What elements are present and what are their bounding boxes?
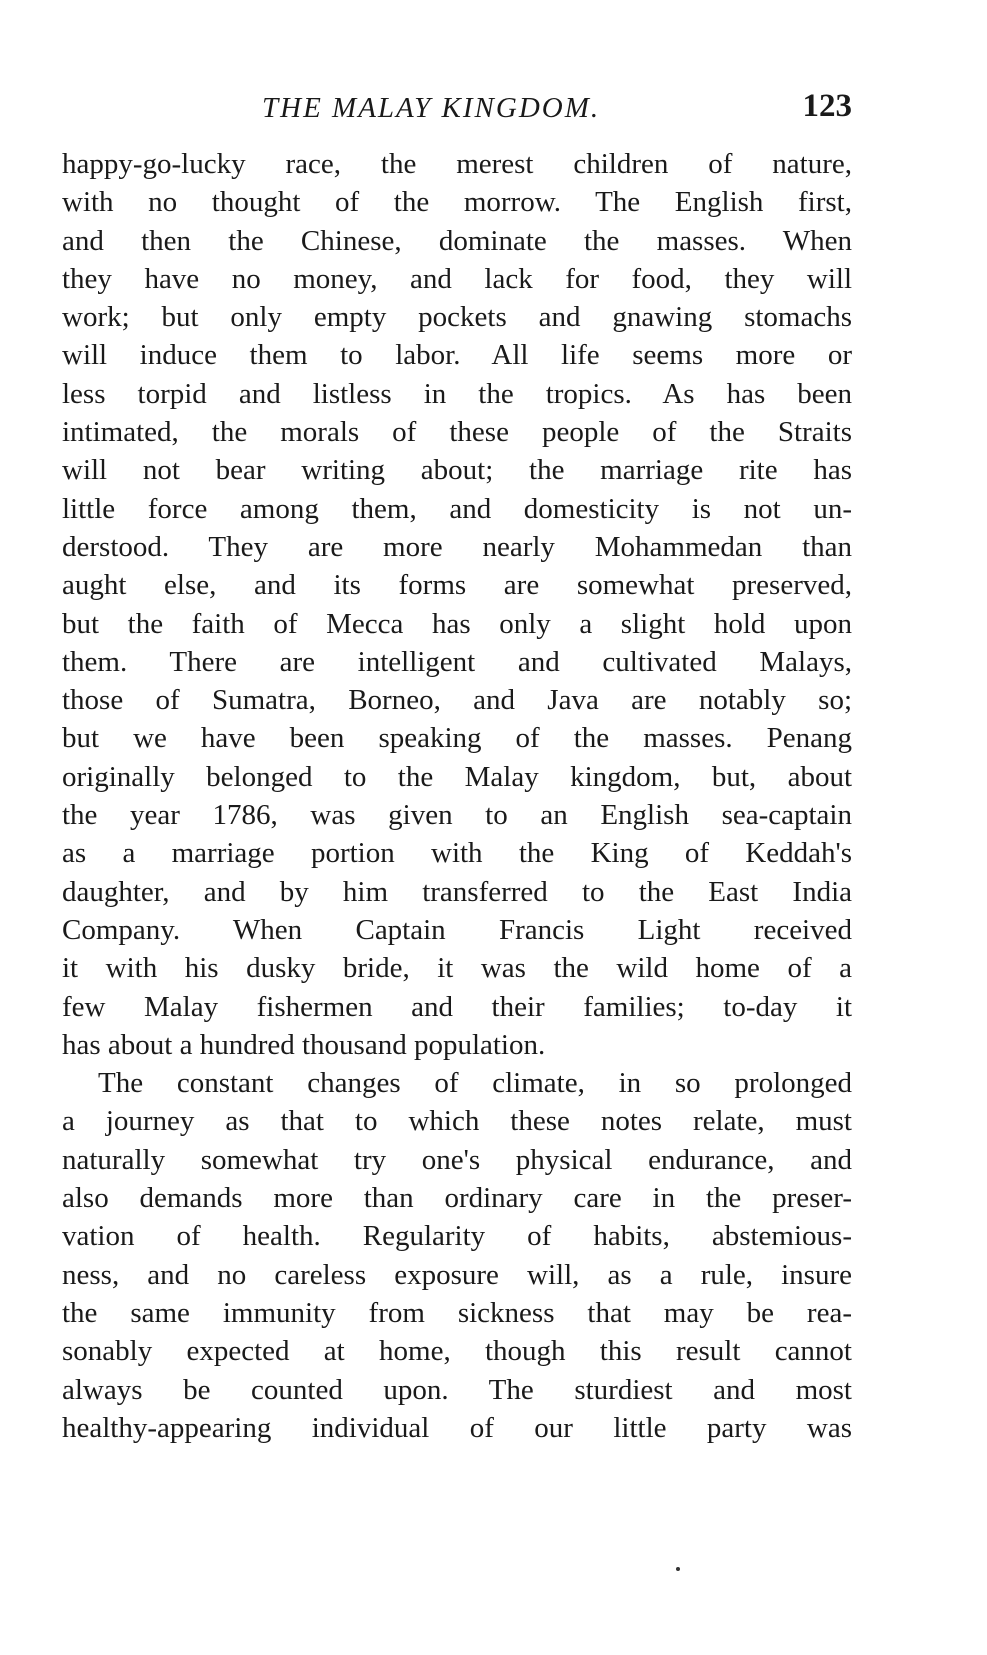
text-line: and then the Chinese, dominate the masses. When bbox=[62, 224, 852, 257]
text-line: The constant changes of climate, in so prolonged bbox=[98, 1067, 852, 1100]
text-line: sonably expected at home, though this result cannot bbox=[62, 1335, 852, 1368]
text-line: them. There are intelligent and cultivated Malays, bbox=[62, 645, 852, 678]
text-line: also demands more than ordinary care in the preser- bbox=[62, 1182, 852, 1215]
text-line: aught else, and its forms are somewhat preserved, bbox=[62, 569, 852, 602]
text-line: originally belonged to the Malay kingdom, but, about bbox=[62, 760, 852, 793]
text-line: Company. When Captain Francis Light received bbox=[62, 913, 852, 946]
text-line: healthy-appearing individual of our little party was bbox=[62, 1411, 852, 1444]
print-speck bbox=[676, 1567, 680, 1571]
text-line: a journey as that to which these notes relate, must bbox=[62, 1105, 852, 1138]
text-line: with no thought of the morrow. The English first, bbox=[62, 186, 852, 219]
paragraph-2 bbox=[62, 1064, 852, 1447]
text-line: as a marriage portion with the King of Keddah's bbox=[62, 837, 852, 870]
text-line: few Malay fishermen and their families; to-day it bbox=[62, 990, 852, 1023]
text-line: will not bear writing about; the marriage rite has bbox=[62, 454, 852, 487]
text-line: has about a hundred thousand population. bbox=[62, 1028, 546, 1061]
text-line: less torpid and listless in the tropics. As has been bbox=[62, 377, 852, 410]
page-number: 123 bbox=[802, 88, 852, 124]
text-line: naturally somewhat try one's physical endurance, and bbox=[62, 1143, 852, 1176]
paragraph-1 bbox=[62, 145, 852, 1064]
text-line: daughter, and by him transferred to the East India bbox=[62, 875, 852, 908]
text-line: the year 1786, was given to an English sea-captain bbox=[62, 799, 852, 832]
text-line: always be counted upon. The sturdiest and most bbox=[62, 1373, 852, 1406]
text-line: it with his dusky bride, it was the wild home of a bbox=[62, 952, 852, 985]
body-text bbox=[62, 145, 852, 1447]
text-line: they have no money, and lack for food, they will bbox=[62, 262, 852, 295]
text-line: happy-go-lucky race, the merest children of nature, bbox=[62, 148, 852, 180]
text-line: ness, and no careless exposure will, as a rule, insure bbox=[62, 1258, 852, 1291]
text-line: will induce them to labor. All life seems more or bbox=[62, 339, 852, 372]
text-line: but we have been speaking of the masses. Penang bbox=[62, 722, 852, 755]
running-title: THE MALAY KINGDOM. bbox=[262, 92, 601, 124]
running-head bbox=[62, 88, 852, 132]
text-line: intimated, the morals of these people of the Straits bbox=[62, 416, 852, 449]
text-line: those of Sumatra, Borneo, and Java are notably so; bbox=[62, 684, 852, 717]
text-line: derstood. They are more nearly Mohammedan than bbox=[62, 530, 852, 563]
text-line: but the faith of Mecca has only a slight hold upon bbox=[62, 607, 852, 640]
text-line: little force among them, and domesticity is not un- bbox=[62, 492, 852, 525]
text-line: the same immunity from sickness that may be rea- bbox=[62, 1296, 852, 1329]
text-line: vation of health. Regularity of habits, abstemious- bbox=[62, 1220, 852, 1253]
text-line: work; but only empty pockets and gnawing stomachs bbox=[62, 301, 852, 334]
